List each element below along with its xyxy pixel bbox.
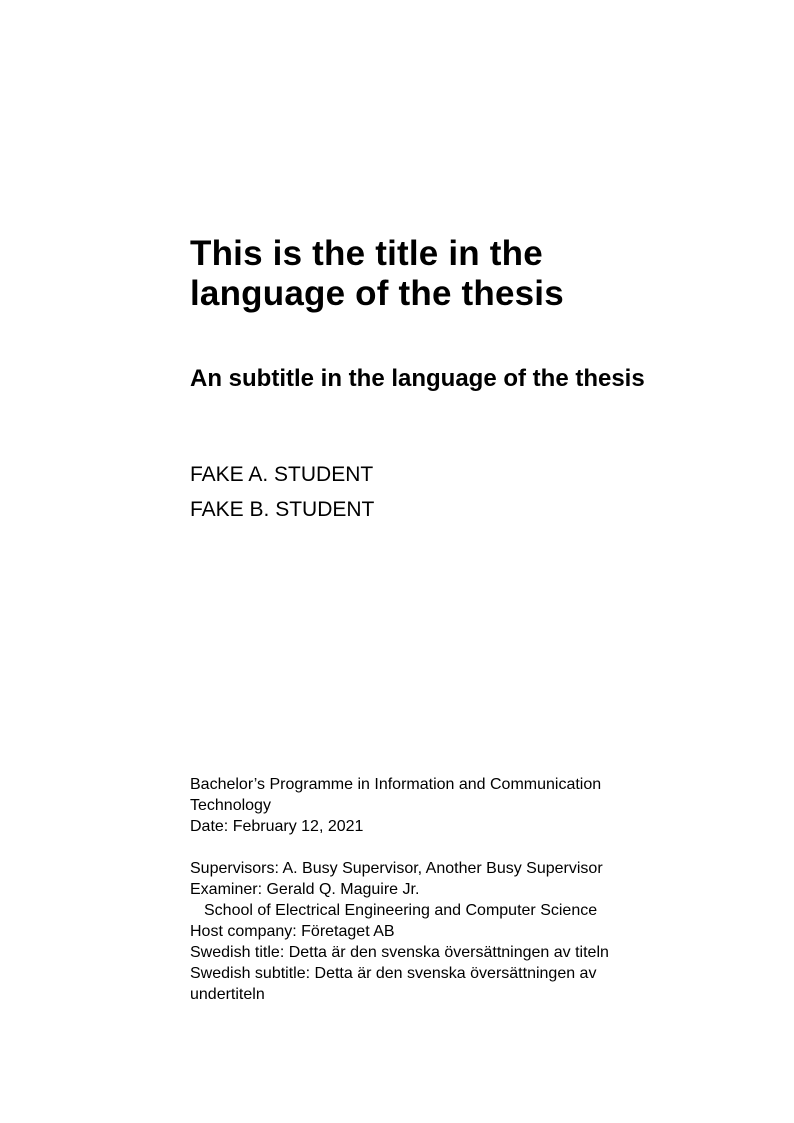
- supervisors-line: Supervisors: A. Busy Supervisor, Another Busy Supervisor: [190, 860, 603, 877]
- author-list: [190, 462, 610, 523]
- swedish-title-line: Swedish title: Detta är den svenska översättningen av titeln: [190, 944, 609, 961]
- author-name: FAKE A. STUDENT: [190, 463, 374, 486]
- thesis-details: [190, 774, 640, 1005]
- thesis-title-line-1: This is the title in the: [190, 234, 543, 273]
- blank-line: [190, 837, 640, 858]
- examiner-line: Examiner: Gerald Q. Maguire Jr.: [190, 881, 420, 898]
- date-line: Date: February 12, 2021: [190, 818, 364, 835]
- swedish-subtitle-line-1: Swedish subtitle: Detta är den svenska översättningen av: [190, 965, 597, 982]
- author-name: FAKE B. STUDENT: [190, 498, 375, 521]
- host-company-line: Host company: Företaget AB: [190, 923, 395, 940]
- programme-line-2: Technology: [190, 797, 271, 814]
- programme-line-1: Bachelor’s Programme in Information and Communication: [190, 776, 602, 793]
- thesis-subtitle: An subtitle in the language of the thesis: [190, 365, 645, 392]
- school-line: School of Electrical Engineering and Computer Science: [204, 902, 598, 919]
- thesis-title: [190, 234, 670, 314]
- swedish-subtitle-line-2: undertiteln: [190, 986, 265, 1003]
- thesis-title-line-2: language of the thesis: [190, 274, 564, 313]
